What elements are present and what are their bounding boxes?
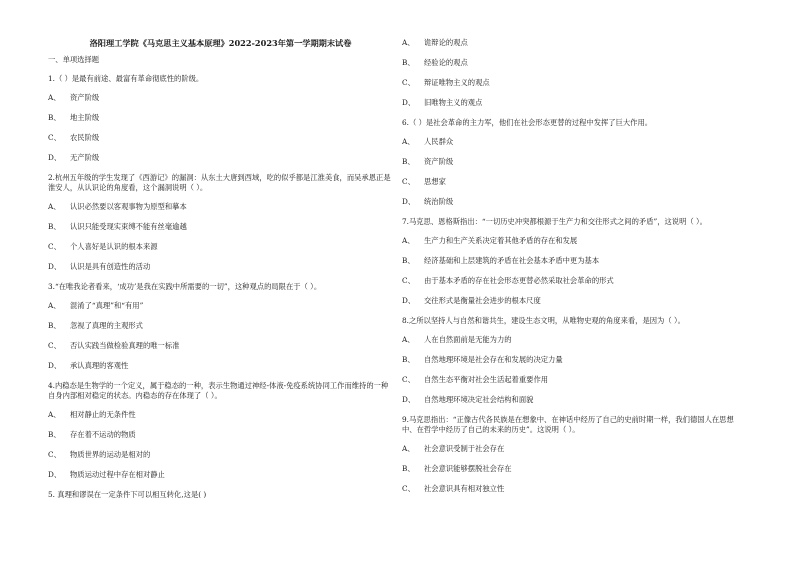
option-text: 由于基本矛盾的存在社会形态更替必然采取社会革命的形式 (424, 276, 614, 285)
option-letter: A、 (402, 38, 415, 47)
option-text: 存在着不运动的物质 (70, 430, 136, 439)
option-row (402, 335, 747, 345)
option-row (402, 464, 747, 474)
option-text: 物质世界的运动是相对的 (70, 450, 151, 459)
option-row (402, 236, 747, 246)
question-stem: 2.杭州五年级的学生发现了《西游记》的漏洞：从东土大唐到西域，吃的似乎都是江淮美食，而吴承恩正是淮安人，从认识论的角度看，这个漏洞说明（ ）。 (48, 173, 391, 192)
option-row (48, 222, 393, 232)
option-row (48, 470, 393, 480)
option-row (402, 484, 747, 494)
question-block (402, 415, 747, 494)
option-letter: A、 (402, 444, 415, 453)
option-row (402, 38, 747, 48)
option-text: 忽视了真理的主观形式 (70, 321, 143, 330)
option-letter: B、 (402, 58, 415, 67)
option-letter: C、 (48, 242, 61, 251)
option-row (48, 153, 393, 163)
option-letter: B、 (402, 256, 415, 265)
option-letter: D、 (402, 197, 416, 206)
option-letter: A、 (402, 335, 415, 344)
question-stem: 1.（ ）是最有前途、最富有革命彻底性的阶级。 (48, 74, 204, 83)
question-stem: 4.内稳态是生物学的一个定义，属于稳态的一种，表示生物通过神经-体液-免疫系统协同工作而维持的一种自身内部相对稳定的状态。内稳态的存在体现了（ ）。 (48, 381, 389, 400)
option-text: 无产阶级 (70, 153, 100, 162)
question-block (48, 74, 393, 163)
option-text: 认识必然要以客观事物为原型和摹本 (70, 202, 187, 211)
option-row (402, 256, 747, 266)
option-text: 混淆了“真理”和“有用” (70, 301, 144, 310)
option-row (48, 262, 393, 272)
option-letter: A、 (48, 93, 61, 102)
question-block (48, 381, 393, 480)
option-text: 自然地理环境是社会存在和发展的决定力量 (424, 355, 563, 364)
option-text: 农民阶级 (70, 133, 100, 142)
right-column (402, 0, 747, 504)
option-text: 经济基础和上层建筑的矛盾在社会基本矛盾中更为基本 (424, 256, 600, 265)
option-letter: A、 (48, 202, 61, 211)
option-row (48, 430, 393, 440)
option-letter: D、 (48, 262, 62, 271)
option-text: 否认实践当做检验真理的唯一标准 (70, 341, 180, 350)
option-text: 旧唯物主义的观点 (424, 98, 483, 107)
option-text: 社会意识能够摆脱社会存在 (424, 464, 512, 473)
option-letter: C、 (402, 276, 415, 285)
option-letter: C、 (402, 375, 415, 384)
option-text: 认识是具有创造性的活动 (70, 262, 151, 271)
question-stem: 3.“在唯我论者看来，‘成功’是我在实践中所需要的一切”，这种观点的局限在于（ ）。 (48, 282, 322, 291)
option-row (402, 98, 747, 108)
option-text: 经验论的观点 (424, 58, 468, 67)
option-row (48, 361, 393, 371)
option-letter: C、 (48, 133, 61, 142)
option-row (402, 58, 747, 68)
option-text: 自然地理环境决定社会结构和面貌 (424, 395, 534, 404)
option-text: 诡辩论的观点 (424, 38, 468, 47)
option-row (402, 355, 747, 365)
option-row (48, 321, 393, 331)
option-letter: C、 (402, 78, 415, 87)
option-text: 人民群众 (424, 137, 454, 146)
question-block (48, 282, 393, 371)
option-text: 个人喜好是认识的根本来源 (70, 242, 158, 251)
option-letter: D、 (48, 470, 62, 479)
option-letter: B、 (48, 430, 61, 439)
question-stem: 9.马克思指出：“正像古代各民族是在想象中、在神话中经历了自己的史前时期一样，我们德国人在思想中、在哲学中经历了自己的未来的历史”。这说明（ ）。 (402, 415, 734, 434)
option-text: 承认真理的客观性 (70, 361, 129, 370)
option-row (402, 197, 747, 207)
option-text: 资产阶级 (424, 157, 454, 166)
option-text: 辩证唯物主义的观点 (424, 78, 490, 87)
option-text: 资产阶级 (70, 93, 100, 102)
option-letter: A、 (402, 236, 415, 245)
option-text: 统治阶级 (424, 197, 454, 206)
option-letter: B、 (48, 222, 61, 231)
question-stem: 5. 真理和谬误在一定条件下可以相互转化,这是( ) (48, 490, 207, 499)
option-row (48, 113, 393, 123)
question-block (48, 173, 393, 272)
option-text: 认识只能受现实束缚不能有丝毫逾越 (70, 222, 187, 231)
option-letter: D、 (402, 395, 416, 404)
option-text: 思想家 (424, 177, 446, 186)
question-stem: 6.（ ）是社会革命的主力军，他们在社会形态更替的过程中发挥了巨大作用。 (402, 118, 653, 127)
option-row (402, 137, 747, 147)
option-row (402, 444, 747, 454)
option-letter: B、 (402, 464, 415, 473)
option-text: 社会意识受制于社会存在 (424, 444, 505, 453)
option-letter: C、 (48, 341, 61, 350)
option-letter: C、 (402, 177, 415, 186)
option-row (48, 450, 393, 460)
question-block (402, 316, 747, 405)
option-text: 生产力和生产关系决定着其他矛盾的存在和发展 (424, 236, 578, 245)
option-text: 地主阶级 (70, 113, 100, 122)
option-text: 相对静止的无条件性 (70, 410, 136, 419)
exam-title: 洛阳理工学院《马克思主义基本原理》2022-2023年第一学期期末试卷 (89, 38, 352, 48)
option-letter: B、 (48, 113, 61, 122)
option-row (48, 93, 393, 103)
option-row (48, 242, 393, 252)
option-row (48, 341, 393, 351)
question-block (48, 490, 393, 500)
section-heading: 一、单项选择题 (48, 55, 100, 64)
option-text: 自然生态平衡对社会生活起着重要作用 (424, 375, 549, 384)
question-stem: 7.马克思、恩格斯指出：“一切历史冲突都根源于生产力和交往形式之间的矛盾”，这说明（ ）。 (402, 217, 707, 226)
option-row (48, 410, 393, 420)
question-block (402, 217, 747, 306)
question-stem: 8.之所以坚持人与自然和谐共生，建设生态文明，从唯物史观的角度来看，是因为（ ）。 (402, 316, 685, 325)
option-row (402, 78, 747, 88)
option-row (48, 301, 393, 311)
option-letter: D、 (48, 153, 62, 162)
option-letter: C、 (402, 484, 415, 493)
left-column (48, 0, 393, 509)
option-letter: B、 (402, 157, 415, 166)
option-row (402, 395, 747, 405)
option-letter: D、 (402, 296, 416, 305)
option-row (402, 157, 747, 167)
option-text: 社会意识具有相对独立性 (424, 484, 505, 493)
option-letter: A、 (48, 410, 61, 419)
option-letter: C、 (48, 450, 61, 459)
option-row (402, 375, 747, 385)
option-letter: B、 (48, 321, 61, 330)
option-letter: B、 (402, 355, 415, 364)
option-row (402, 177, 747, 187)
option-text: 人在自然面前是无能为力的 (424, 335, 512, 344)
option-row (402, 276, 747, 286)
option-letter: D、 (48, 361, 62, 370)
option-text: 交往形式是衡量社会进步的根本尺度 (424, 296, 541, 305)
option-row (48, 133, 393, 143)
option-letter: A、 (402, 137, 415, 146)
option-row (48, 202, 393, 212)
option-letter: A、 (48, 301, 61, 310)
option-text: 物质运动过程中存在相对静止 (70, 470, 165, 479)
question-block (402, 118, 747, 207)
option-row (402, 296, 747, 306)
option-letter: D、 (402, 98, 416, 107)
